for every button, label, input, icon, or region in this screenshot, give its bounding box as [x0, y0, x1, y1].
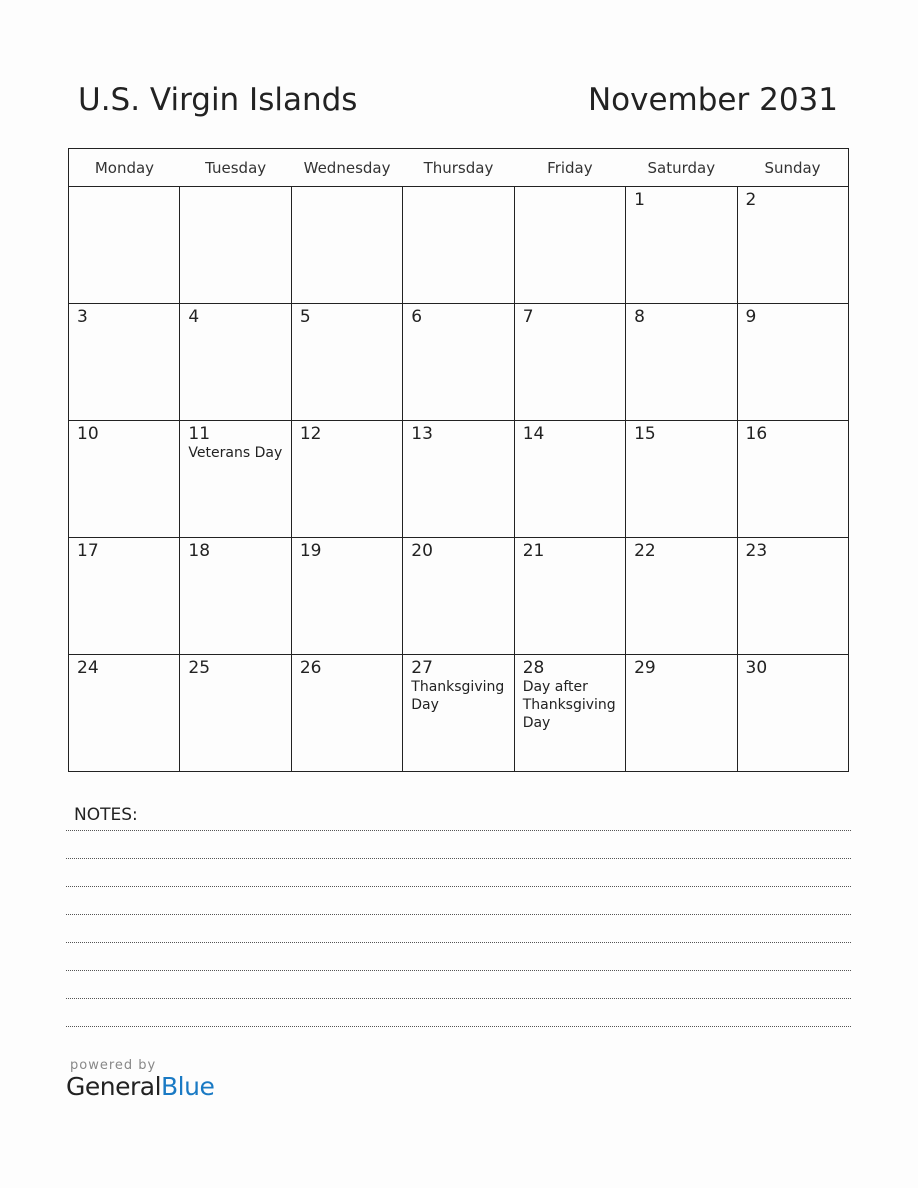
day-cell [737, 655, 848, 772]
day-cell [69, 538, 180, 655]
day-number: 20 [411, 541, 433, 561]
day-cell [180, 655, 291, 772]
logo-general: General [66, 1072, 162, 1101]
weekday-friday: Friday [514, 149, 625, 187]
day-cell [737, 538, 848, 655]
day-number: 7 [522, 307, 534, 327]
day-cell [291, 655, 402, 772]
notes-line [66, 858, 851, 859]
day-cell [626, 421, 737, 538]
day-cell [626, 187, 737, 304]
day-number: 21 [522, 541, 545, 561]
day-number: 5 [299, 307, 311, 327]
holiday-label: Thanksgiving Day [411, 679, 505, 713]
day-cell [737, 187, 848, 304]
notes-line [66, 970, 851, 971]
day-cell [514, 187, 625, 304]
notes-line [66, 1026, 851, 1027]
notes-line [66, 886, 851, 887]
day-cell [69, 187, 180, 304]
day-cell [180, 421, 291, 538]
week-row [69, 421, 849, 538]
day-number: 18 [188, 541, 211, 561]
day-cell [69, 304, 180, 421]
day-number: 24 [77, 658, 99, 678]
day-cell [514, 655, 625, 772]
notes-line [66, 830, 851, 831]
day-number: 28 [522, 658, 545, 678]
day-cell [180, 304, 291, 421]
day-cell [514, 421, 625, 538]
day-cell [514, 304, 625, 421]
day-number: 9 [745, 307, 757, 327]
logo-blue: Blue [161, 1072, 215, 1101]
week-row [69, 538, 849, 655]
weekday-thursday: Thursday [403, 149, 514, 187]
day-cell [403, 304, 514, 421]
weekday-tuesday: Tuesday [180, 149, 291, 187]
day-cell [69, 655, 180, 772]
day-number: 12 [299, 424, 322, 444]
notes-line [66, 998, 851, 999]
day-cell [180, 538, 291, 655]
day-number: 22 [634, 541, 656, 561]
day-cell [626, 304, 737, 421]
day-number: 3 [77, 307, 88, 327]
day-number: 17 [77, 541, 99, 561]
day-cell [69, 421, 180, 538]
weekday-header [69, 149, 849, 187]
day-cell [737, 421, 848, 538]
holiday-label: Veterans Day [188, 445, 283, 461]
notes-line [66, 942, 851, 943]
day-cell [291, 304, 402, 421]
weekday-sunday: Sunday [737, 149, 848, 187]
country-title: U.S. Virgin Islands [78, 82, 358, 118]
day-number: 10 [77, 424, 99, 444]
day-number: 19 [299, 541, 322, 561]
day-number: 4 [188, 307, 200, 327]
week-row [69, 304, 849, 421]
day-number: 26 [299, 658, 322, 678]
day-number: 30 [745, 658, 768, 678]
day-number: 14 [522, 424, 545, 444]
week-row [69, 187, 849, 304]
notes-line [66, 914, 851, 915]
holiday-label: Day after Thanksgiving Day [522, 679, 616, 731]
day-cell [403, 538, 514, 655]
day-number: 2 [745, 190, 757, 210]
day-number: 29 [634, 658, 656, 678]
day-cell [626, 538, 737, 655]
day-cell [403, 655, 514, 772]
day-number: 25 [188, 658, 211, 678]
day-number: 16 [745, 424, 768, 444]
day-cell [626, 655, 737, 772]
day-cell [403, 421, 514, 538]
weekday-wednesday: Wednesday [291, 149, 402, 187]
day-number: 27 [411, 658, 433, 678]
generalblue-logo [66, 1072, 214, 1101]
day-number: 8 [634, 307, 645, 327]
week-row [69, 655, 849, 772]
day-cell [737, 304, 848, 421]
day-number: 11 [188, 424, 211, 444]
month-title: November 2031 [587, 82, 838, 118]
day-number: 13 [411, 424, 433, 444]
notes-label: NOTES: [74, 805, 138, 825]
day-number: 1 [634, 190, 645, 210]
day-cell [514, 538, 625, 655]
day-cell [291, 538, 402, 655]
weekday-monday: Monday [69, 149, 180, 187]
calendar-grid [68, 148, 849, 772]
day-number: 6 [411, 307, 423, 327]
day-cell [403, 187, 514, 304]
day-cell [291, 187, 402, 304]
day-cell [291, 421, 402, 538]
day-cell [180, 187, 291, 304]
powered-by: powered by [70, 1058, 157, 1073]
day-number: 23 [745, 541, 768, 561]
day-number: 15 [634, 424, 656, 444]
weekday-saturday: Saturday [626, 149, 737, 187]
